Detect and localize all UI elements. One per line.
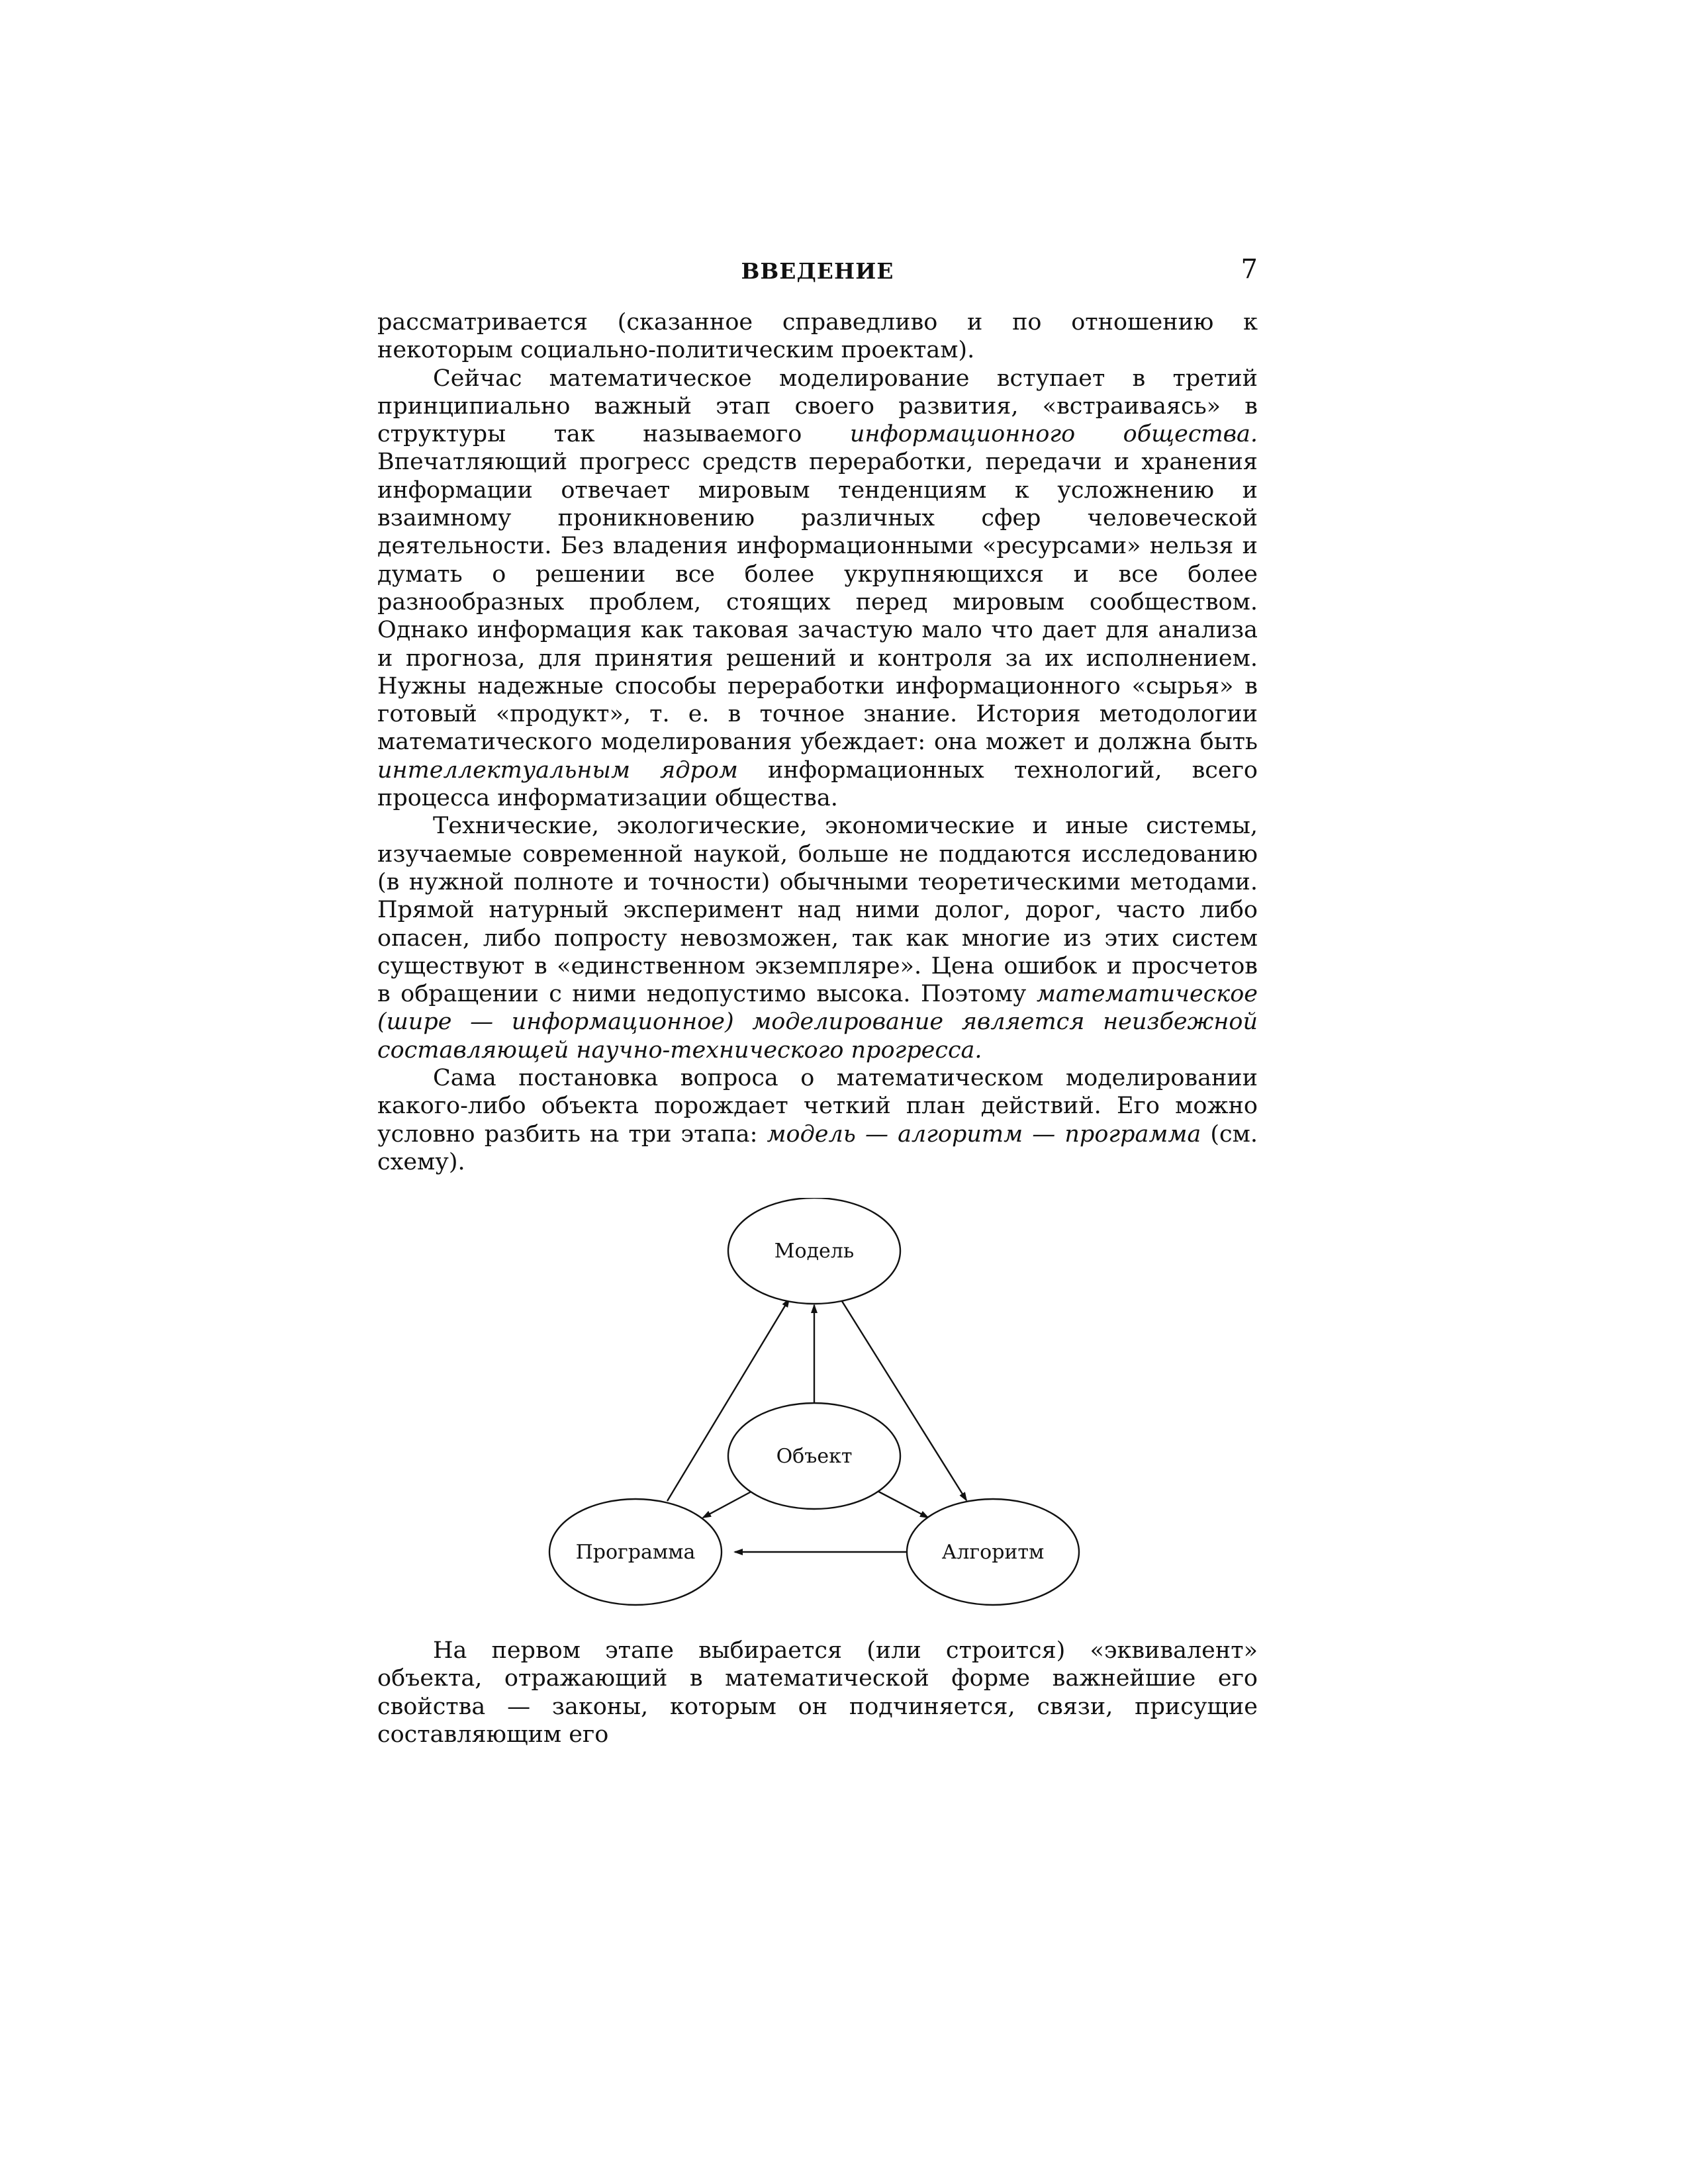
paragraph-4-part-a: Сама постановка вопроса о математическом моделировании какого-либо объекта порождает четкий план действий. Его можно условно разбить на три этапа: <box>377 1065 1258 1148</box>
node-algorithm-label: Алгоритм <box>941 1541 1045 1564</box>
paragraph-3 <box>377 812 1258 1064</box>
triad-diagram <box>543 1198 1099 1621</box>
paragraph-4 <box>377 1064 1258 1176</box>
node-model-label: Модель <box>774 1240 855 1263</box>
emphasis-information-society: информационного общества. <box>849 421 1258 448</box>
node-object-label: Объект <box>776 1445 853 1468</box>
node-model <box>728 1198 900 1304</box>
emphasis-intellectual-core: интеллектуальным ядром <box>377 756 738 784</box>
paragraph-2-part-a: Сейчас математическое моделирование вступает в третий принципиально важный этап своего развития, «встраиваясь» в структуры так называемого <box>377 365 1258 448</box>
body-text-top <box>377 308 1258 1176</box>
emphasis-mathematical-modeling: математическое (шире — информационное) моделирование является неизбежной составляющей научно-технического прогресса. <box>377 981 1258 1064</box>
paragraph-2-part-c: информационных технологий, всего процесса информатизации общества. <box>377 756 1258 812</box>
node-program <box>549 1499 722 1605</box>
paragraph-2-part-b: Впечатляющий прогресс средств переработки, передачи и хранения информации отвечает мировым тенденциям к усложнению и взаимному проникновению различных сфер человеческой деятельности. Без владения информационными «ресурсами» нельзя и думать о решении все более укрупняющихся и все более разнообразных проблем, стоящих перед мировым сообществом. Однако информация как таковая зачастую мало что дает для анализа и прогноза, для принятия решений и контроля за их исполнением. Нужны надежные способы переработки информационного «сырья» в готовый «продукт», т. е. в точное знание. История методологии математического моделирования убеждает: она может и должна быть <box>377 449 1258 756</box>
node-object <box>728 1403 900 1509</box>
paragraph-1: рассматривается (сказанное справедливо и по отношению к некоторым социально-политическим проектам). <box>377 309 1258 364</box>
paragraph-2 <box>377 365 1258 813</box>
node-algorithm <box>907 1499 1079 1605</box>
paragraph-4-part-b: (см. схему). <box>377 1120 1258 1175</box>
page-number: 7 <box>1241 254 1258 285</box>
emphasis-model-algorithm-program: модель — алгоритм — программа <box>767 1120 1201 1148</box>
arrow-object-to-program <box>703 1489 756 1518</box>
arrow-object-to-algorithm <box>874 1489 928 1518</box>
body-text-bottom <box>377 1637 1258 1749</box>
running-title: ВВЕДЕНИЕ <box>741 258 894 284</box>
paragraph-5: На первом этапе выбирается (или строится) «эквивалент» объекта, отражающий в математической форме важнейшие его свойства — законы, которым он подчиняется, связи, присущие составляющим его <box>377 1637 1258 1748</box>
paragraph-3-part-a: Технические, экологические, экономические и иные системы, изучаемые современной наукой, больше не поддаются исследованию (в нужной полноте и точности) обычными теоретическими методами. Прямой натурный эксперимент над ними долог, дорог, часто либо опасен, либо попросту невозможен, так как многие из этих систем существуют в «единственном экземпляре». Цена ошибок и просчетов в обращении с ними недопустимо высока. Поэтому <box>377 813 1258 1008</box>
node-program-label: Программа <box>575 1541 696 1564</box>
running-head <box>377 254 1258 294</box>
